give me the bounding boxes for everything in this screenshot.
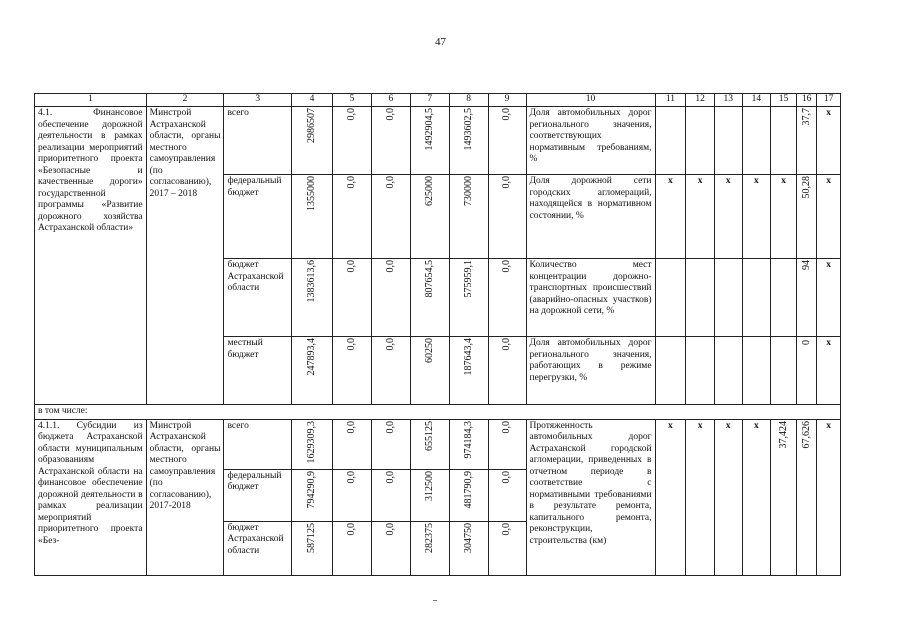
indicator: Количество мест концентрации дорожно-транспортных происшествий (аварийно-опасных участков) на дорожной сети, % [526,259,655,337]
col-header: 2 [146,94,224,107]
value-cell: 187643,4 [449,337,488,405]
indicator: Доля автомобильных дорог регионального значения, соответствующих нормативным требованиям, % [526,107,655,175]
header-row [35,94,841,107]
value-cell: 794290,9 [292,469,333,521]
value-cell: 0,0 [488,175,526,259]
col-header: 14 [742,94,771,107]
table-row [35,107,841,175]
col-header: 11 [655,94,686,107]
col-header: 15 [771,94,797,107]
value-cell: 0,0 [332,175,371,259]
empty-cell [771,259,797,337]
col-header: 12 [686,94,715,107]
col-header: 1 [35,94,147,107]
value-cell: 60250 [410,337,449,405]
indicator: Протяженность автомобильных дорог Астраханской городской агломерации, приведенных в отчетном периоде в соответствие с нормативными требованиями в результате ремонта, капитального ремонта, реконструкции, строительства (км) [526,419,655,575]
value-cell: 0,0 [488,469,526,521]
col-header: 10 [526,94,655,107]
empty-cell [742,259,771,337]
value-cell: 67,626 [796,419,816,575]
value-cell: 481790,9 [449,469,488,521]
page-number: 47 [435,36,446,48]
value-cell: 0,0 [332,107,371,175]
value-cell: 304750 [449,521,488,575]
value-cell: 0,0 [332,337,371,405]
value-cell: 0,0 [332,469,371,521]
mark-cell: x [714,175,742,259]
value-cell: 0 [796,337,816,405]
table-row [35,405,841,420]
including-label: в том числе: [35,405,841,420]
empty-cell [655,259,686,337]
empty-cell [771,107,797,175]
mark-cell: x [655,419,686,575]
mark-cell: x [817,337,841,405]
indicator: Доля дорожной сети городских агломераций, находящейся в нормативном состоянии, % [526,175,655,259]
value-cell: 247893,4 [292,337,333,405]
col-header: 6 [371,94,410,107]
empty-cell [655,337,686,405]
empty-cell [771,337,797,405]
value-cell: 0,0 [371,175,410,259]
funding-source: всего [224,107,292,175]
funding-source: федеральный бюджет [224,175,292,259]
value-cell: 0,0 [371,469,410,521]
value-cell: 0,0 [488,107,526,175]
col-header: 4 [292,94,333,107]
empty-cell [742,337,771,405]
scan-mark [433,600,437,601]
col-header: 5 [332,94,371,107]
value-cell: 587125 [292,521,333,575]
mark-cell: x [742,175,771,259]
col-header: 17 [817,94,841,107]
value-cell: 974184,3 [449,419,488,469]
empty-cell [742,107,771,175]
value-cell: 37,7 [796,107,816,175]
value-cell: 655125 [410,419,449,469]
mark-cell: x [686,419,715,575]
funding-source: бюджет Астраханской области [224,521,292,575]
funding-source: федеральный бюджет [224,469,292,521]
funding-source: бюджет Астраханской области [224,259,292,337]
empty-cell [655,107,686,175]
value-cell: 282375 [410,521,449,575]
value-cell: 0,0 [332,259,371,337]
value-cell: 1383613,6 [292,259,333,337]
value-cell: 0,0 [371,337,410,405]
value-cell: 0,0 [371,107,410,175]
value-cell: 0,0 [371,419,410,469]
empty-cell [714,107,742,175]
empty-cell [714,337,742,405]
mark-cell: x [817,107,841,175]
executor: Минстрой Астраханской области, органы местного самоуправления (по согласованию), 2017-2018 [146,419,224,575]
value-cell: 0,0 [371,521,410,575]
value-cell: 0,0 [332,419,371,469]
value-cell: 625000 [410,175,449,259]
col-header: 3 [224,94,292,107]
value-cell: 37,424 [771,419,797,575]
col-header: 16 [796,94,816,107]
value-cell: 1355000 [292,175,333,259]
mark-cell: x [817,259,841,337]
value-cell: 0,0 [488,259,526,337]
value-cell: 0,0 [488,419,526,469]
mark-cell: x [771,175,797,259]
empty-cell [686,337,715,405]
table-row [35,419,841,469]
value-cell: 1492904,5 [410,107,449,175]
value-cell: 575959,1 [449,259,488,337]
col-header: 7 [410,94,449,107]
value-cell: 0,0 [488,337,526,405]
empty-cell [714,259,742,337]
value-cell: 94 [796,259,816,337]
col-header: 9 [488,94,526,107]
funding-source: всего [224,419,292,469]
activity-name: 4.1.1. Субсидии из бюджета Астраханской области муниципальным образованиям Астраханской области на финансовое обеспечение дорожной деятельности в рамках реализации мероприятий приоритетного проекта «Без- [35,419,147,575]
value-cell: 730000 [449,175,488,259]
value-cell: 0,0 [488,521,526,575]
mark-cell: x [714,419,742,575]
mark-cell: x [817,419,841,575]
mark-cell: x [742,419,771,575]
executor: Минстрой Астраханской области, органы местного самоуправления (по согласованию), 2017 – 2018 [146,107,224,405]
activity-name: 4.1. Финансовое обеспечение дорожной деятельности в рамках реализации мероприятий приоритетного проекта «Безопасные и качественные дороги» государственной программы «Развитие дорожного хозяйства Астраханской области» [35,107,147,405]
value-cell: 0,0 [332,521,371,575]
col-header: 13 [714,94,742,107]
col-header: 8 [449,94,488,107]
mark-cell: x [817,175,841,259]
value-cell: 50,28 [796,175,816,259]
value-cell: 2986507 [292,107,333,175]
mark-cell: x [686,175,715,259]
value-cell: 807654,5 [410,259,449,337]
empty-cell [686,259,715,337]
mark-cell: x [655,175,686,259]
value-cell: 0,0 [371,259,410,337]
value-cell: 1493602,5 [449,107,488,175]
empty-cell [686,107,715,175]
funding-source: местный бюджет [224,337,292,405]
program-table [34,93,841,576]
value-cell: 312500 [410,469,449,521]
value-cell: 1629309,3 [292,419,333,469]
indicator: Доля автомобильных дорог регионального значения, работающих в режиме перегрузки, % [526,337,655,405]
